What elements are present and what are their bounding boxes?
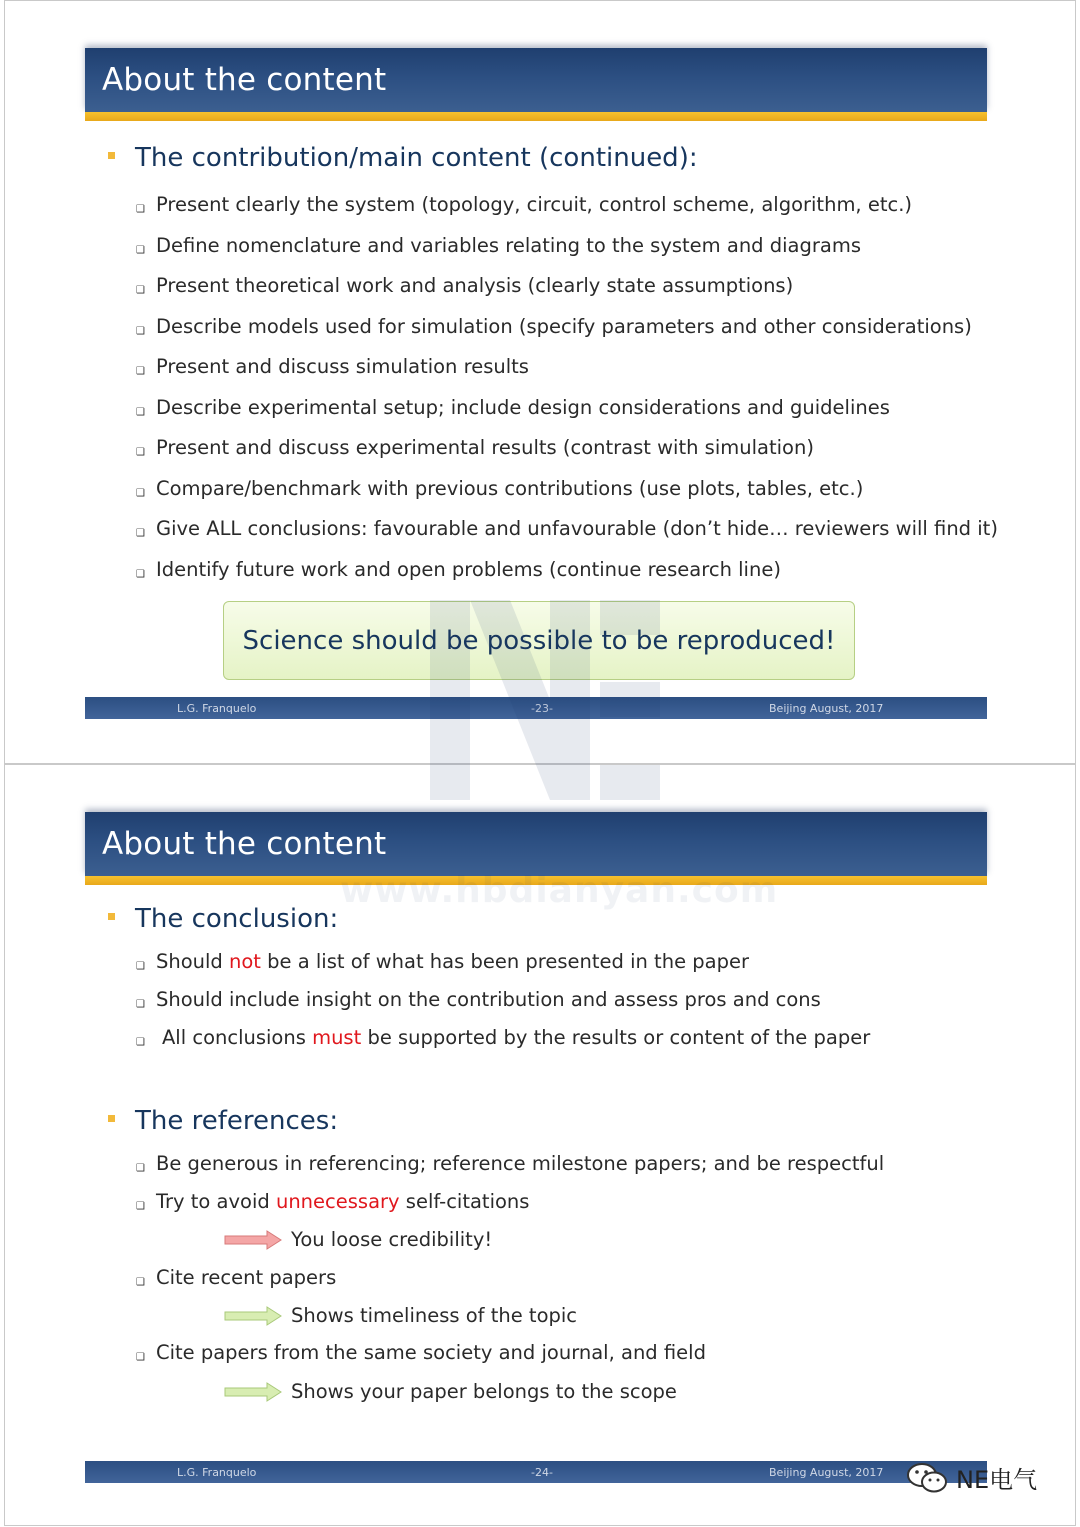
right-arrow-icon (223, 1381, 283, 1403)
footer-page-number: -23- (531, 702, 553, 715)
slide-23-bullet: ❑ Describe experimental setup; include design considerations and guidelines (136, 396, 890, 419)
slide-23-title: About the content (102, 62, 387, 98)
square-bullet-icon: ❑ (136, 1352, 145, 1363)
brand-label: NE电气 (956, 1466, 1038, 1494)
slide-23-bullet: ❑ Present clearly the system (topology, circuit, control scheme, algorithm, etc.) (136, 193, 913, 216)
square-bullet-icon: ❑ (136, 245, 145, 256)
square-bullet-icon: ❑ (136, 407, 145, 418)
square-bullet-icon: ❑ (136, 1201, 145, 1212)
slide-24-title: About the content (102, 826, 387, 862)
slide-23-bullet: ❑ Define nomenclature and variables relating to the system and diagrams (136, 234, 861, 257)
slide-23-bullet: ❑ Describe models used for simulation (specify parameters and other considerations) (136, 315, 972, 338)
footer-page-number: -24- (531, 1466, 553, 1479)
slide-24-title-bar (85, 812, 987, 876)
slide-23-footer (85, 697, 987, 719)
square-bullet-icon (108, 1115, 115, 1122)
square-bullet-icon: ❑ (136, 569, 145, 580)
slide-23-bullet: ❑ Give ALL conclusions: favourable and unfavourable (don’t hide… reviewers will find it) (136, 517, 998, 540)
right-arrow-icon (223, 1305, 283, 1327)
slide-24-footer (85, 1461, 987, 1483)
footer-author: L.G. Franquelo (177, 702, 257, 715)
square-bullet-icon (108, 913, 115, 920)
square-bullet-icon (108, 152, 115, 159)
slide-23-title-underline (85, 112, 987, 121)
reference-bullet: ❑ Be generous in referencing; reference milestone papers; and be respectful (136, 1152, 885, 1175)
slide-23-bullet: ❑ Identify future work and open problems (continue research line) (136, 558, 781, 581)
consequence-line: Shows your paper belongs to the scope (223, 1380, 677, 1403)
square-bullet-icon: ❑ (136, 488, 145, 499)
conclusion-heading: The conclusion: (108, 904, 338, 934)
square-bullet-icon: ❑ (136, 999, 145, 1010)
wechat-icon (906, 1461, 950, 1495)
watermark-text: www.hbdianyan.com (340, 870, 779, 911)
reference-bullet: ❑ Try to avoid unnecessary self-citations (136, 1190, 530, 1213)
reference-bullet: ❑ Cite recent papers (136, 1266, 337, 1289)
square-bullet-icon: ❑ (136, 285, 145, 296)
brand-badge (906, 1460, 1037, 1495)
footer-author: L.G. Franquelo (177, 1466, 257, 1479)
conclusion-bullet: ❑ Should not be a list of what has been presented in the paper (136, 950, 749, 973)
right-arrow-icon (223, 1229, 283, 1251)
square-bullet-icon: ❑ (136, 326, 145, 337)
square-bullet-icon: ❑ (136, 528, 145, 539)
reference-bullet: ❑ Cite papers from the same society and journal, and field (136, 1341, 706, 1364)
slide-23-section-heading: The contribution/main content (continued): (108, 143, 698, 173)
slide-23-title-bar (85, 48, 987, 112)
square-bullet-icon: ❑ (136, 366, 145, 377)
square-bullet-icon: ❑ (136, 1163, 145, 1174)
references-heading: The references: (108, 1106, 338, 1136)
square-bullet-icon: ❑ (136, 1277, 145, 1288)
slide-23-bullet: ❑ Present theoretical work and analysis (clearly state assumptions) (136, 274, 794, 297)
reproducibility-callout: Science should be possible to be reproduced! (223, 601, 855, 680)
square-bullet-icon: ❑ (136, 447, 145, 458)
footer-event: Beijing August, 2017 (769, 1466, 884, 1479)
square-bullet-icon: ❑ (136, 1037, 145, 1048)
square-bullet-icon: ❑ (136, 204, 145, 215)
conclusion-bullet: ❑ All conclusions must be supported by the results or content of the paper (136, 1026, 871, 1049)
slide-23-bullet: ❑ Compare/benchmark with previous contributions (use plots, tables, etc.) (136, 477, 864, 500)
square-bullet-icon: ❑ (136, 961, 145, 972)
consequence-line: You loose credibility! (223, 1228, 492, 1251)
slide-23-bullet: ❑ Present and discuss experimental results (contrast with simulation) (136, 436, 814, 459)
consequence-line: Shows timeliness of the topic (223, 1304, 577, 1327)
footer-event: Beijing August, 2017 (769, 702, 884, 715)
conclusion-bullet: ❑ Should include insight on the contribution and assess pros and cons (136, 988, 821, 1011)
slide-23-bullet: ❑ Present and discuss simulation results (136, 355, 529, 378)
